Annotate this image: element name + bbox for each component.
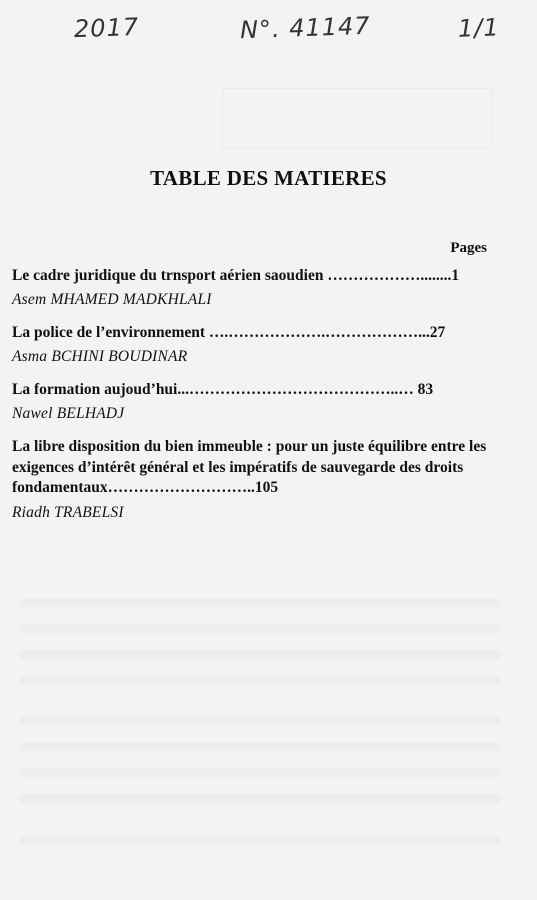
- bleed-through-line: [20, 624, 500, 633]
- toc-entry: [12, 266, 492, 310]
- bleed-through-box: [222, 88, 492, 148]
- handwritten-catalog-number: N°. 41147: [239, 11, 372, 45]
- toc-entry-author: Nawel BELHADJ: [12, 405, 125, 422]
- handwritten-page-fraction: 1/1: [457, 13, 501, 43]
- toc-entry-title: Le cadre juridique du trnsport aérien saoudien ………………........1: [12, 267, 460, 284]
- toc-entry-title: La formation aujoud’hui...…………………………………..… 83: [12, 381, 434, 398]
- pages-column-label: Pages: [450, 240, 487, 256]
- toc-entry-title: La police de l’environnement ….……………….………………...27: [12, 324, 446, 341]
- toc-entry: [12, 380, 492, 424]
- bleed-through-line: [20, 768, 500, 777]
- toc-entry-author: Asem MHAMED MADKHLALI: [12, 291, 212, 308]
- toc-entry: [12, 437, 492, 523]
- bleed-through-line: [20, 650, 500, 659]
- bleed-through-line: [20, 716, 500, 725]
- bleed-through-line: [20, 742, 500, 751]
- bleed-through-line: [20, 598, 500, 607]
- toc-entry: [12, 323, 492, 367]
- toc-entry-author: Riadh TRABELSI: [12, 503, 124, 521]
- toc-entry-author: Asma BCHINI BOUDINAR: [12, 348, 188, 365]
- bleed-through-line: [20, 794, 500, 803]
- bleed-through-line: [20, 836, 500, 845]
- toc-entry-title: La libre disposition du bien immeuble : pour un juste équilibre entre les exigences d’intérêt général et les impératifs de sauvegarde des droits fondamentaux………………………..105: [12, 438, 487, 496]
- table-of-contents: [12, 266, 492, 536]
- bleed-through-line: [20, 676, 500, 685]
- page-title: TABLE DES MATIERES: [150, 166, 387, 190]
- handwritten-year: 2017: [73, 12, 140, 44]
